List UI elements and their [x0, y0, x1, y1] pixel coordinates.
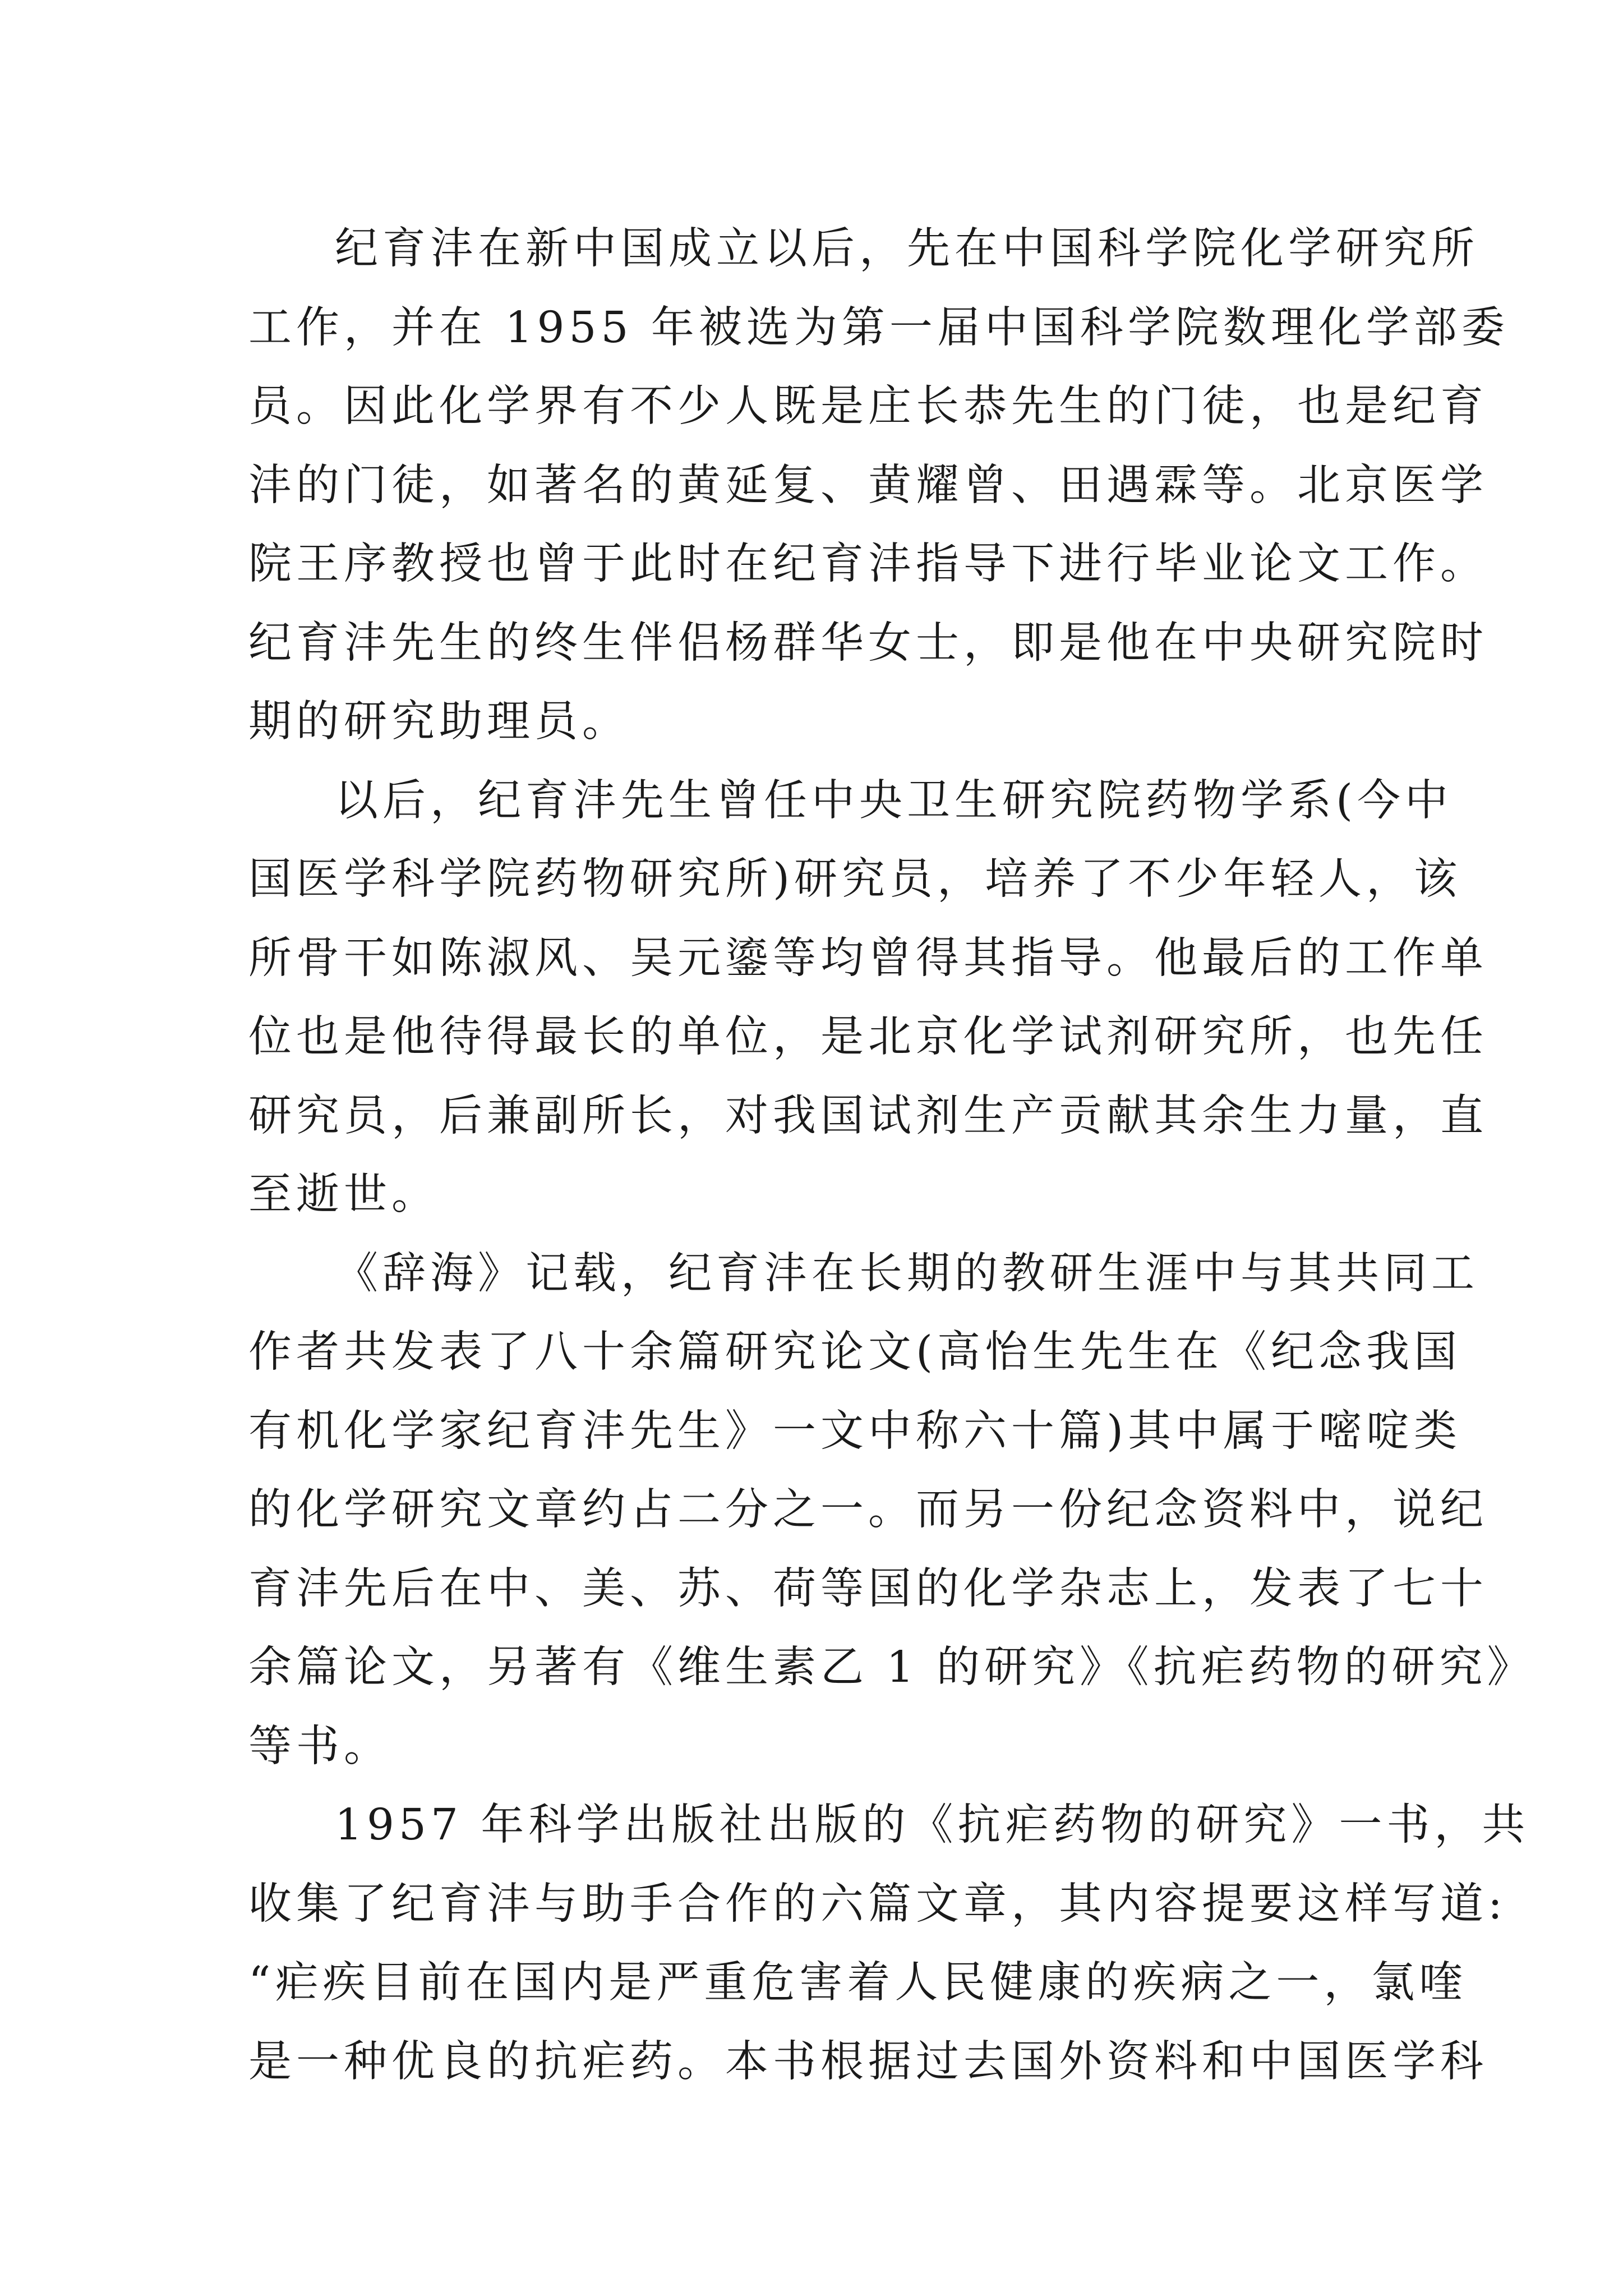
- text-line: 余篇论文，另著有《维生素乙 1 的研究》《抗疟药物的研究》: [248, 1642, 1535, 1692]
- text-line: 沣的门徒，如著名的黄延复、黄耀曾、田遇霖等。北京医学: [248, 460, 1488, 510]
- text-line: “疟疾目前在国内是严重危害着人民健康的疾病之一，氯喹: [248, 1958, 1467, 2008]
- text-line: 国医学科学院药物研究所)研究员，培养了不少年轻人，该: [248, 854, 1462, 904]
- text-line: 纪育沣在新中国成立以后，先在中国科学院化学研究所: [335, 224, 1479, 274]
- text-line: 收集了纪育沣与助手合作的六篇文章，其内容提要这样写道:: [248, 1879, 1507, 1929]
- paragraph-1: [248, 210, 1509, 762]
- text-line: 所骨干如陈淑风、吴元鎏等均曾得其指导。他最后的工作单: [248, 933, 1488, 983]
- text-line: 育沣先后在中、美、苏、荷等国的化学杂志上，发表了七十: [248, 1563, 1488, 1614]
- paragraph-3: [248, 1235, 1535, 1787]
- paragraph-4: [248, 1786, 1530, 2101]
- text-line: 的化学研究文章约占二分之一。而另一份纪念资料中，说纪: [248, 1485, 1488, 1535]
- document-body: [248, 210, 1535, 2101]
- text-line: 期的研究助理员。: [248, 697, 630, 747]
- text-line: 研究员，后兼副所长，对我国试剂生产贡献其余生力量，直: [248, 1091, 1488, 1141]
- text-line: 至逝世。: [248, 1170, 439, 1220]
- text-line: 纪育沣先生的终生伴侣杨群华女士，即是他在中央研究院时: [248, 618, 1488, 668]
- text-line: 《辞海》记载，纪育沣在长期的教研生涯中与其共同工: [335, 1248, 1479, 1299]
- text-line: 以后，纪育沣先生曾任中央卫生研究院药物学系(今中: [335, 775, 1453, 826]
- text-line: 有机化学家纪育沣先生》一文中称六十篇)其中属于嘧啶类: [248, 1406, 1462, 1456]
- text-line: 1957 年科学出版社出版的《抗疟药物的研究》一书，共: [335, 1800, 1530, 1850]
- text-line: 员。因此化学界有不少人既是庄长恭先生的门徒，也是纪育: [248, 381, 1488, 431]
- text-line: 工作，并在 1955 年被选为第一届中国科学院数理化学部委: [248, 302, 1509, 353]
- text-line: 作者共发表了八十余篇研究论文(高怡生先生在《纪念我国: [248, 1327, 1462, 1377]
- text-line: 等书。: [248, 1721, 391, 1772]
- text-line: 位也是他待得最长的单位，是北京化学试剂研究所，也先任: [248, 1012, 1488, 1062]
- paragraph-2: [248, 762, 1488, 1235]
- text-line: 是一种优良的抗疟药。本书根据过去国外资料和中国医学科: [248, 2036, 1488, 2087]
- text-line: 院王序教授也曾于此时在纪育沣指导下进行毕业论文工作。: [248, 539, 1488, 589]
